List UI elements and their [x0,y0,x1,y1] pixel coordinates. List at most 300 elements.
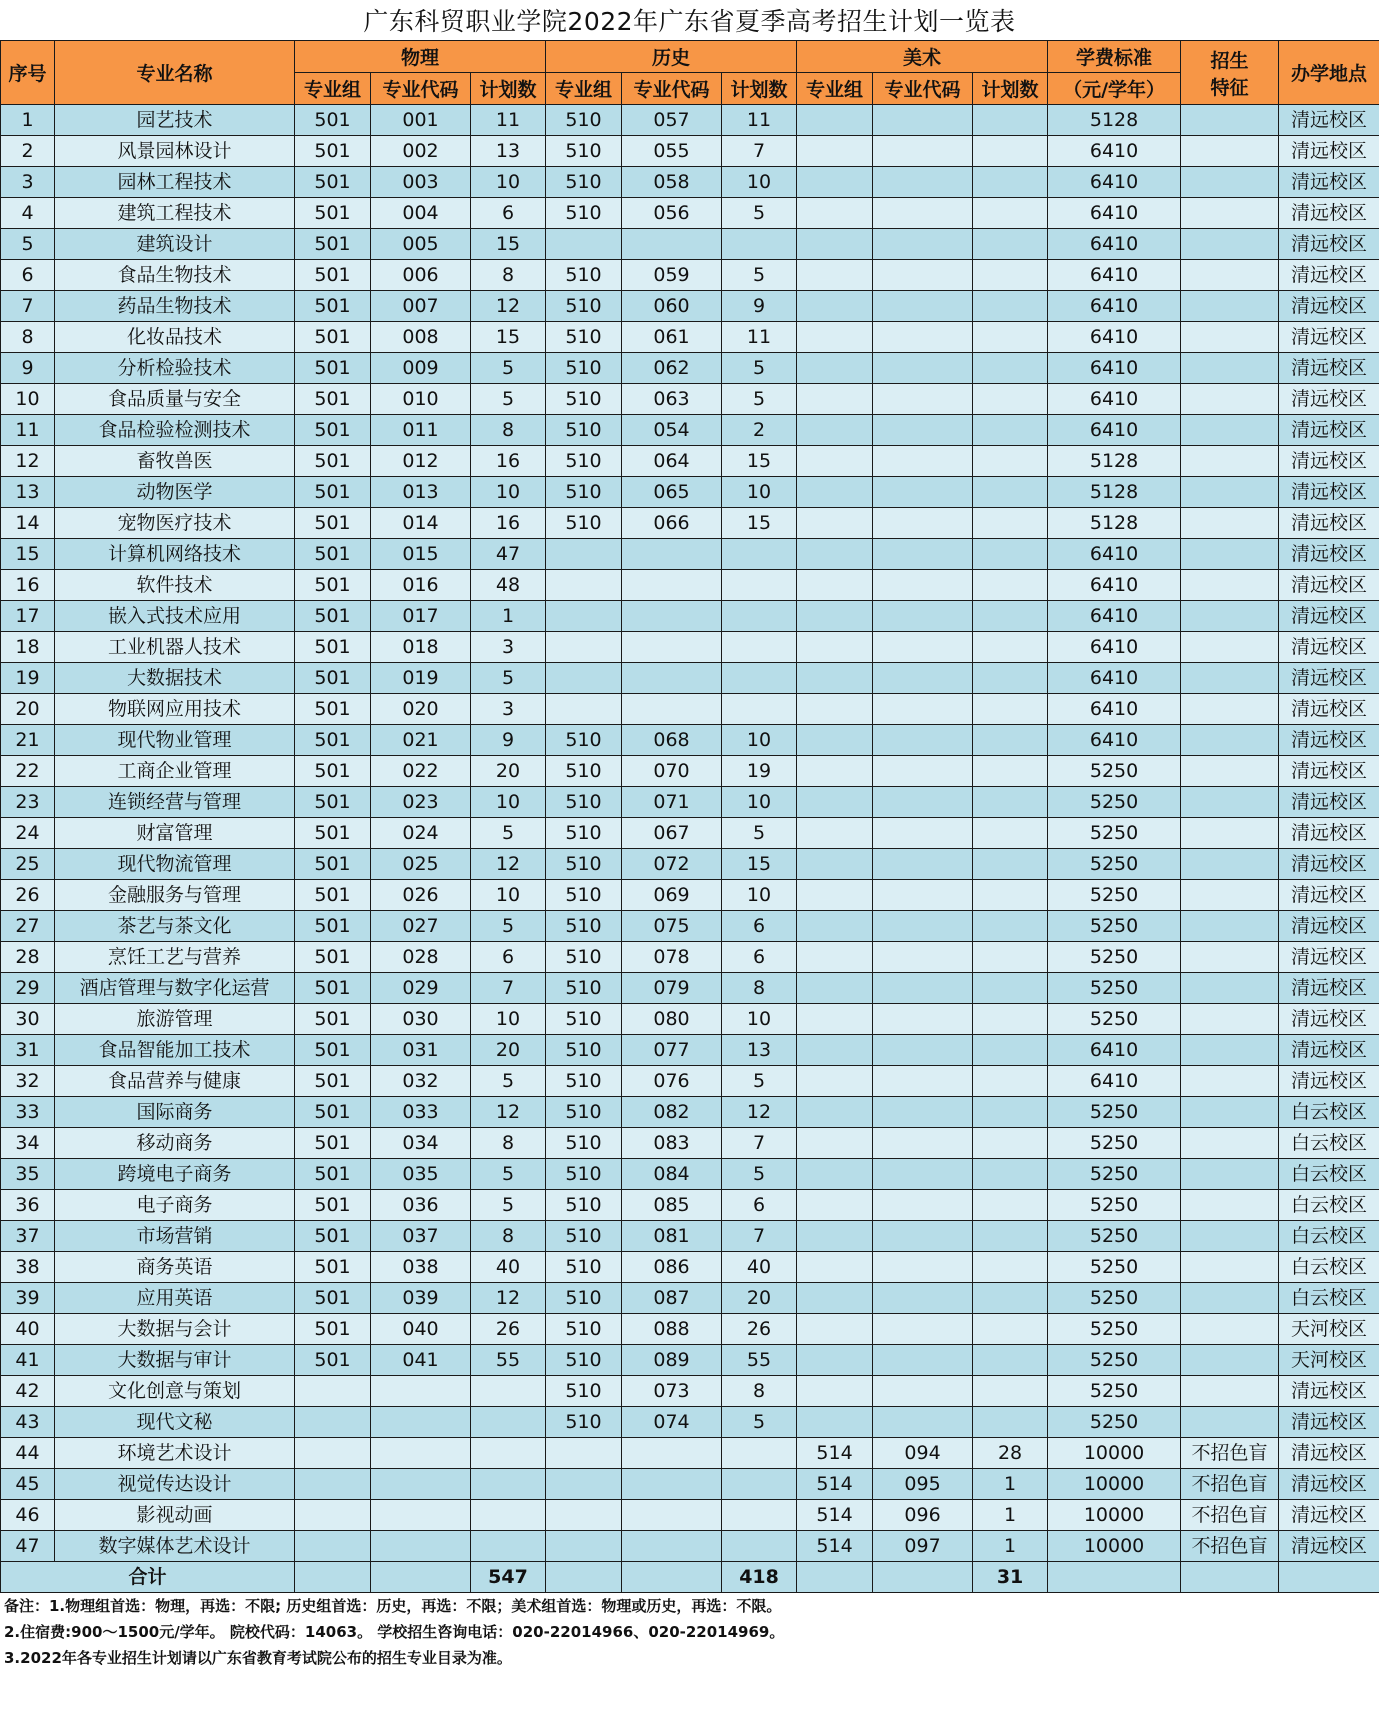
feature-cell [1181,167,1279,198]
art-group-cell [797,1159,873,1190]
history-group-cell: 510 [546,105,622,136]
header-physics-group: 专业组 [295,73,371,105]
art-code-cell [873,1345,973,1376]
physics-plan-cell: 3 [471,694,546,725]
physics-code-cell: 031 [371,1035,471,1066]
physics-group-cell [295,1407,371,1438]
major-name-cell: 风景园林设计 [55,136,295,167]
header-physics-code: 专业代码 [371,73,471,105]
art-code-cell [873,632,973,663]
seq-cell: 22 [1,756,55,787]
feature-cell [1181,601,1279,632]
art-plan-cell [973,601,1048,632]
physics-code-cell: 006 [371,260,471,291]
art-code-cell [873,1190,973,1221]
art-code-cell [873,1035,973,1066]
table-row [1,260,1379,291]
location-cell: 清远校区 [1279,260,1379,291]
location-cell: 白云校区 [1279,1190,1379,1221]
physics-group-cell: 501 [295,911,371,942]
history-plan-cell [722,539,797,570]
art-plan-cell [973,1190,1048,1221]
physics-plan-cell [471,1531,546,1562]
fee-cell: 5250 [1048,1314,1181,1345]
physics-group-cell: 501 [295,446,371,477]
history-plan-cell: 26 [722,1314,797,1345]
seq-cell: 46 [1,1500,55,1531]
feature-cell [1181,1066,1279,1097]
fee-cell: 6410 [1048,260,1181,291]
art-code-cell [873,942,973,973]
fee-cell: 5250 [1048,1252,1181,1283]
feature-cell [1181,756,1279,787]
physics-plan-cell: 10 [471,787,546,818]
location-cell: 清远校区 [1279,849,1379,880]
history-plan-cell [722,1438,797,1469]
history-plan-cell: 10 [722,1004,797,1035]
table-row [1,167,1379,198]
art-group-cell [797,1066,873,1097]
fee-cell: 5250 [1048,1004,1181,1035]
history-group-cell: 510 [546,198,622,229]
physics-plan-cell: 15 [471,322,546,353]
history-group-cell: 510 [546,1066,622,1097]
seq-cell: 32 [1,1066,55,1097]
physics-code-cell: 020 [371,694,471,725]
physics-code-cell: 039 [371,1283,471,1314]
table-row [1,1221,1379,1252]
history-code-cell: 056 [622,198,722,229]
location-cell: 清远校区 [1279,973,1379,1004]
location-cell: 清远校区 [1279,539,1379,570]
art-group-cell [797,384,873,415]
location-cell: 清远校区 [1279,570,1379,601]
physics-group-cell: 501 [295,353,371,384]
fee-cell: 5250 [1048,1221,1181,1252]
seq-cell: 35 [1,1159,55,1190]
feature-cell [1181,787,1279,818]
major-name-cell: 酒店管理与数字化运营 [55,973,295,1004]
fee-cell: 5128 [1048,477,1181,508]
art-code-cell [873,911,973,942]
fee-cell: 5250 [1048,911,1181,942]
history-group-cell [546,1531,622,1562]
history-plan-cell: 5 [722,353,797,384]
art-plan-cell [973,756,1048,787]
history-code-cell: 057 [622,105,722,136]
art-code-cell [873,756,973,787]
fee-cell: 5128 [1048,508,1181,539]
art-group-cell [797,415,873,446]
seq-cell: 28 [1,942,55,973]
seq-cell: 20 [1,694,55,725]
fee-cell: 6410 [1048,291,1181,322]
art-group-cell: 514 [797,1438,873,1469]
art-code-cell [873,570,973,601]
major-name-cell: 计算机网络技术 [55,539,295,570]
art-plan-cell [973,725,1048,756]
table-row [1,1376,1379,1407]
total-label: 合计 [1,1562,295,1593]
fee-cell: 10000 [1048,1438,1181,1469]
physics-group-cell: 501 [295,477,371,508]
art-code-cell [873,663,973,694]
physics-plan-cell: 5 [471,663,546,694]
physics-plan-cell: 15 [471,229,546,260]
history-code-cell [622,1531,722,1562]
history-code-cell [622,601,722,632]
seq-cell: 1 [1,105,55,136]
location-cell: 白云校区 [1279,1159,1379,1190]
fee-cell: 6410 [1048,384,1181,415]
physics-group-cell: 501 [295,1283,371,1314]
art-plan-cell [973,880,1048,911]
physics-group-cell: 501 [295,1314,371,1345]
seq-cell: 41 [1,1345,55,1376]
seq-cell: 7 [1,291,55,322]
seq-cell: 15 [1,539,55,570]
table-row [1,973,1379,1004]
feature-cell [1181,1159,1279,1190]
history-group-cell: 510 [546,384,622,415]
history-plan-cell: 7 [722,136,797,167]
art-group-cell [797,1345,873,1376]
location-cell: 白云校区 [1279,1097,1379,1128]
history-plan-cell: 12 [722,1097,797,1128]
physics-group-cell: 501 [295,1221,371,1252]
feature-cell [1181,477,1279,508]
physics-group-cell: 501 [295,1128,371,1159]
history-code-cell: 062 [622,353,722,384]
history-plan-cell [722,632,797,663]
seq-cell: 14 [1,508,55,539]
art-plan-cell: 1 [973,1500,1048,1531]
physics-code-cell: 022 [371,756,471,787]
location-cell: 清远校区 [1279,1035,1379,1066]
header-art-plan: 计划数 [973,73,1048,105]
physics-group-cell [295,1376,371,1407]
feature-cell: 不招色盲 [1181,1438,1279,1469]
location-cell: 清远校区 [1279,725,1379,756]
location-cell: 天河校区 [1279,1314,1379,1345]
seq-cell: 10 [1,384,55,415]
major-name-cell: 建筑设计 [55,229,295,260]
art-code-cell [873,136,973,167]
major-name-cell: 食品营养与健康 [55,1066,295,1097]
major-name-cell: 烹饪工艺与营养 [55,942,295,973]
feature-cell [1181,229,1279,260]
feature-cell [1181,663,1279,694]
table-row [1,105,1379,136]
major-name-cell: 跨境电子商务 [55,1159,295,1190]
location-cell: 清远校区 [1279,632,1379,663]
feature-cell [1181,1128,1279,1159]
location-cell: 清远校区 [1279,942,1379,973]
art-plan-cell [973,477,1048,508]
physics-code-cell: 018 [371,632,471,663]
fee-cell: 5128 [1048,446,1181,477]
history-group-cell: 510 [546,942,622,973]
history-group-cell: 510 [546,136,622,167]
physics-group-cell: 501 [295,291,371,322]
seq-cell: 45 [1,1469,55,1500]
header-physics-plan: 计划数 [471,73,546,105]
fee-cell: 5128 [1048,105,1181,136]
location-cell: 清远校区 [1279,1438,1379,1469]
history-code-cell [622,1469,722,1500]
table-row [1,1531,1379,1562]
location-cell: 清远校区 [1279,136,1379,167]
physics-group-cell: 501 [295,632,371,663]
location-cell: 清远校区 [1279,1407,1379,1438]
history-group-cell: 510 [546,1376,622,1407]
seq-cell: 23 [1,787,55,818]
physics-group-cell: 501 [295,384,371,415]
major-name-cell: 分析检验技术 [55,353,295,384]
empty-cell [873,1562,973,1593]
seq-cell: 3 [1,167,55,198]
major-name-cell: 园艺技术 [55,105,295,136]
history-plan-cell: 6 [722,942,797,973]
physics-plan-cell: 5 [471,818,546,849]
physics-group-cell: 501 [295,601,371,632]
history-plan-cell: 8 [722,1376,797,1407]
location-cell: 清远校区 [1279,446,1379,477]
art-code-cell [873,1407,973,1438]
physics-plan-cell: 6 [471,942,546,973]
physics-plan-cell [471,1500,546,1531]
art-code-cell [873,1004,973,1035]
feature-cell [1181,694,1279,725]
physics-group-cell: 501 [295,942,371,973]
physics-code-cell: 005 [371,229,471,260]
history-code-cell: 059 [622,260,722,291]
physics-code-cell: 035 [371,1159,471,1190]
art-code-cell [873,260,973,291]
art-plan-cell [973,1283,1048,1314]
physics-code-cell: 019 [371,663,471,694]
art-group-cell [797,694,873,725]
art-code-cell [873,601,973,632]
history-code-cell: 084 [622,1159,722,1190]
fee-cell: 5250 [1048,1097,1181,1128]
fee-cell: 6410 [1048,136,1181,167]
fee-cell: 6410 [1048,198,1181,229]
physics-code-cell: 025 [371,849,471,880]
history-plan-cell: 9 [722,291,797,322]
physics-plan-cell: 13 [471,136,546,167]
history-group-cell: 510 [546,911,622,942]
feature-cell [1181,508,1279,539]
physics-group-cell: 501 [295,1252,371,1283]
table-row [1,508,1379,539]
physics-plan-cell: 55 [471,1345,546,1376]
art-plan-cell [973,1407,1048,1438]
seq-cell: 5 [1,229,55,260]
history-code-cell: 063 [622,384,722,415]
page-title: 广东科贸职业学院2022年广东省夏季高考招生计划一览表 [363,7,1016,36]
major-name-cell: 宠物医疗技术 [55,508,295,539]
physics-plan-cell: 5 [471,911,546,942]
history-plan-cell: 11 [722,322,797,353]
table-body [1,105,1379,1593]
location-cell: 清远校区 [1279,167,1379,198]
fee-cell: 10000 [1048,1469,1181,1500]
feature-cell [1181,353,1279,384]
history-group-cell: 510 [546,1190,622,1221]
art-group-cell: 514 [797,1500,873,1531]
location-cell: 清远校区 [1279,415,1379,446]
fee-cell: 6410 [1048,570,1181,601]
history-plan-cell: 55 [722,1345,797,1376]
seq-cell: 9 [1,353,55,384]
feature-cell [1181,818,1279,849]
art-code-cell [873,415,973,446]
history-group-cell: 510 [546,1283,622,1314]
header-feature-line2: 特征 [1210,76,1249,99]
physics-group-cell: 501 [295,1159,371,1190]
physics-plan-cell: 8 [471,415,546,446]
art-plan-cell [973,291,1048,322]
history-group-cell [546,229,622,260]
note-line: 3.2022年各专业招生计划请以广东省教育考试院公布的招生专业目录为准。 [4,1649,512,1667]
physics-plan-cell: 16 [471,508,546,539]
history-plan-cell [722,1531,797,1562]
art-code-cell [873,291,973,322]
feature-cell [1181,632,1279,663]
art-code-cell [873,1314,973,1345]
history-plan-cell [722,1469,797,1500]
major-name-cell: 市场营销 [55,1221,295,1252]
major-name-cell: 视觉传达设计 [55,1469,295,1500]
art-plan-cell [973,849,1048,880]
physics-plan-cell: 12 [471,1097,546,1128]
art-group-cell [797,539,873,570]
feature-cell: 不招色盲 [1181,1469,1279,1500]
history-code-cell [622,663,722,694]
history-plan-cell: 5 [722,260,797,291]
history-group-cell: 510 [546,446,622,477]
art-code-cell [873,477,973,508]
location-cell: 清远校区 [1279,911,1379,942]
table-row [1,229,1379,260]
major-name-cell: 电子商务 [55,1190,295,1221]
physics-plan-cell: 10 [471,880,546,911]
art-group-cell [797,1221,873,1252]
feature-cell [1181,384,1279,415]
physics-plan-cell: 1 [471,601,546,632]
major-name-cell: 食品智能加工技术 [55,1035,295,1066]
art-group-cell [797,849,873,880]
header-fee-line2: （元/学年） [1048,73,1181,105]
art-code-cell: 094 [873,1438,973,1469]
table-row [1,353,1379,384]
art-code-cell [873,539,973,570]
table-row [1,1035,1379,1066]
fee-cell: 5250 [1048,1159,1181,1190]
history-code-cell: 075 [622,911,722,942]
history-group-cell: 510 [546,1252,622,1283]
major-name-cell: 应用英语 [55,1283,295,1314]
physics-code-cell: 003 [371,167,471,198]
location-cell: 清远校区 [1279,198,1379,229]
seq-cell: 18 [1,632,55,663]
art-code-cell [873,229,973,260]
fee-cell: 5250 [1048,942,1181,973]
history-group-cell: 510 [546,291,622,322]
fee-cell: 6410 [1048,1066,1181,1097]
art-plan-cell [973,942,1048,973]
history-plan-cell [722,1500,797,1531]
art-plan-cell [973,260,1048,291]
physics-plan-cell: 8 [471,260,546,291]
major-name-cell: 食品生物技术 [55,260,295,291]
art-plan-cell: 1 [973,1469,1048,1500]
art-code-cell: 095 [873,1469,973,1500]
history-code-cell: 070 [622,756,722,787]
physics-plan-cell [471,1469,546,1500]
seq-cell: 31 [1,1035,55,1066]
empty-cell [1279,1562,1379,1593]
physics-code-cell [371,1531,471,1562]
feature-cell [1181,1190,1279,1221]
art-code-cell [873,1159,973,1190]
art-code-cell [873,1252,973,1283]
physics-group-cell: 501 [295,663,371,694]
major-name-cell: 动物医学 [55,477,295,508]
history-group-cell: 510 [546,725,622,756]
physics-code-cell: 040 [371,1314,471,1345]
seq-cell: 43 [1,1407,55,1438]
history-group-cell: 510 [546,1221,622,1252]
total-history-plan: 418 [722,1562,797,1593]
history-plan-cell: 10 [722,167,797,198]
art-code-cell [873,818,973,849]
history-plan-cell: 6 [722,911,797,942]
empty-cell [1181,1562,1279,1593]
art-group-cell [797,787,873,818]
art-group-cell [797,942,873,973]
physics-group-cell: 501 [295,167,371,198]
seq-cell: 19 [1,663,55,694]
art-plan-cell [973,384,1048,415]
major-name-cell: 食品检验检测技术 [55,415,295,446]
physics-plan-cell: 11 [471,105,546,136]
history-group-cell: 510 [546,880,622,911]
major-name-cell: 化妆品技术 [55,322,295,353]
feature-cell [1181,725,1279,756]
art-plan-cell [973,353,1048,384]
history-group-cell [546,1469,622,1500]
physics-code-cell: 032 [371,1066,471,1097]
physics-group-cell: 501 [295,105,371,136]
art-group-cell [797,601,873,632]
art-group-cell [797,725,873,756]
location-cell: 清远校区 [1279,1004,1379,1035]
major-name-cell: 大数据技术 [55,663,295,694]
physics-code-cell: 014 [371,508,471,539]
physics-group-cell: 501 [295,1345,371,1376]
table-row [1,756,1379,787]
art-plan-cell [973,229,1048,260]
fee-cell: 5250 [1048,756,1181,787]
physics-plan-cell: 12 [471,291,546,322]
major-name-cell: 财富管理 [55,818,295,849]
empty-cell [797,1562,873,1593]
major-name-cell: 商务英语 [55,1252,295,1283]
history-group-cell [546,570,622,601]
physics-plan-cell: 48 [471,570,546,601]
